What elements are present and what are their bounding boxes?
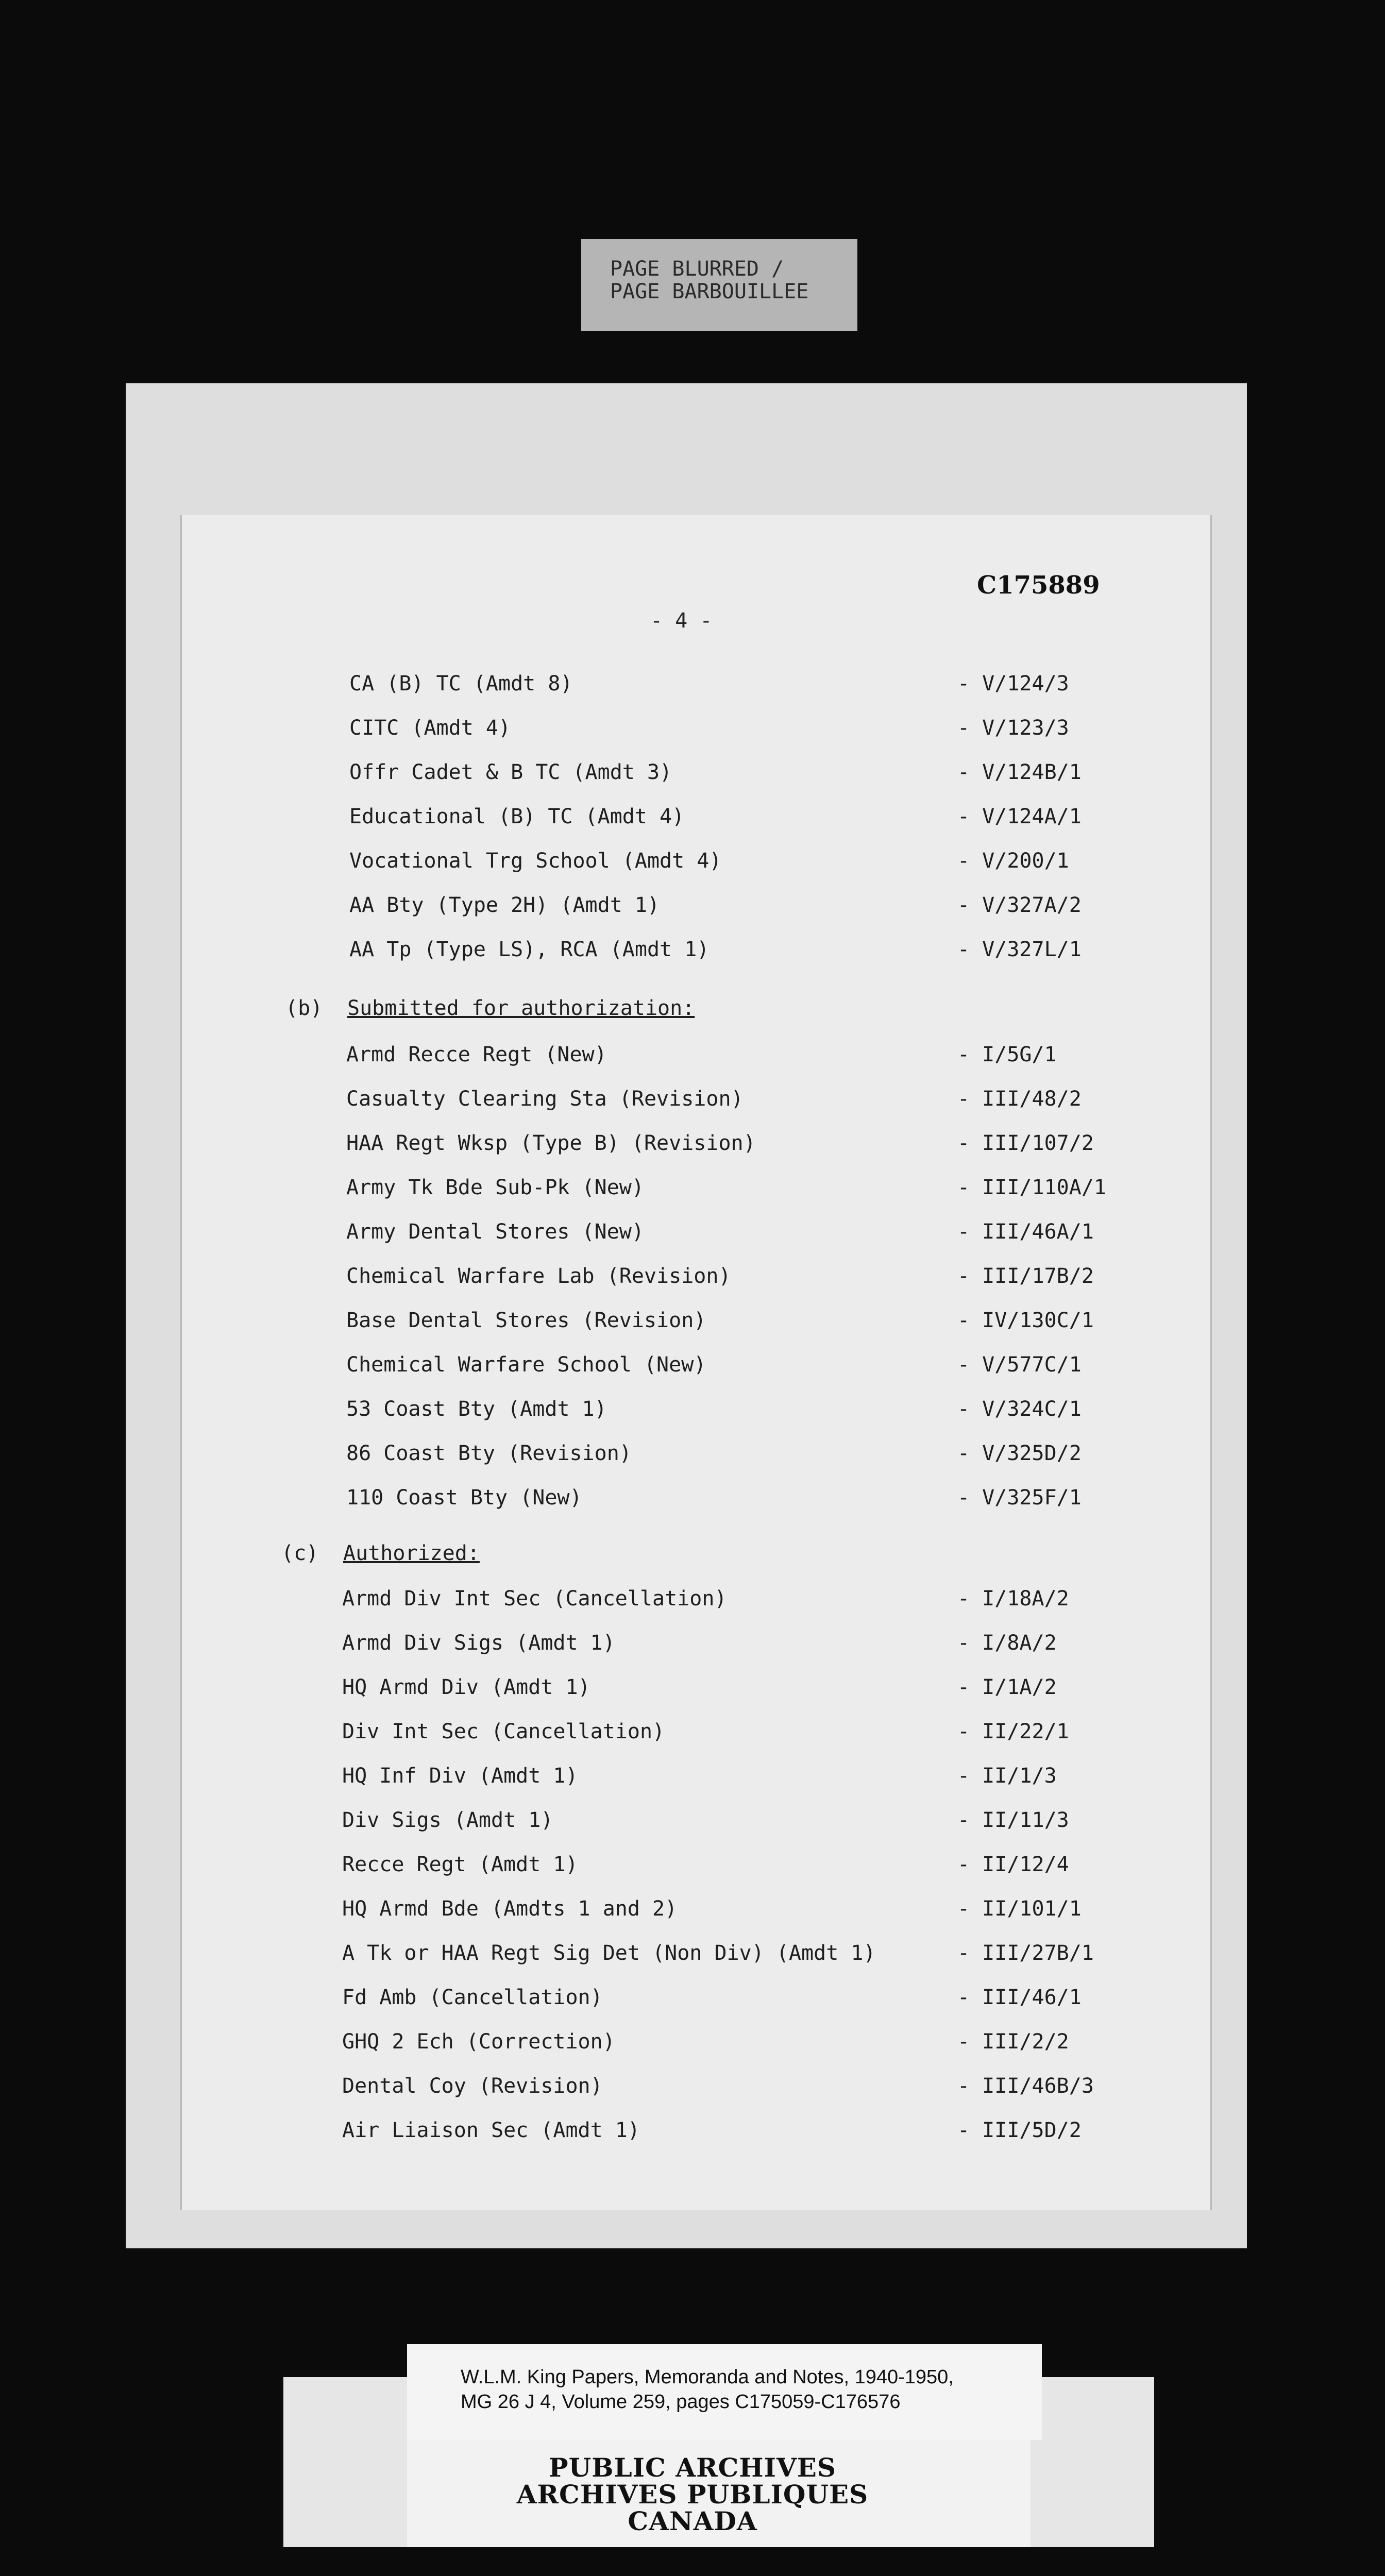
- item-label: Vocational Trg School (Amdt 4): [349, 849, 722, 873]
- item-code: - V/327L/1: [957, 938, 1082, 961]
- list-item: [0, 1353, 1385, 1384]
- item-code: - II/22/1: [957, 1720, 1069, 1743]
- list-item: [0, 1264, 1385, 1295]
- item-code: - III/27B/1: [957, 1941, 1094, 1965]
- item-label: Casualty Clearing Sta (Revision): [346, 1087, 744, 1111]
- item-label: CITC (Amdt 4): [349, 716, 511, 740]
- item-label: HQ Inf Div (Amdt 1): [342, 1764, 578, 1788]
- list-item: [0, 1808, 1385, 1839]
- item-code: - III/46B/3: [957, 2074, 1094, 2098]
- list-item: [0, 1309, 1385, 1340]
- item-code: - V/200/1: [957, 849, 1069, 873]
- list-item: [0, 760, 1385, 791]
- section-b-heading: [285, 996, 801, 1027]
- list-item: [0, 1631, 1385, 1662]
- item-code: - V/123/3: [957, 716, 1069, 740]
- item-code: - V/325F/1: [957, 1486, 1082, 1510]
- item-code: - I/1A/2: [957, 1675, 1057, 1699]
- list-item: [0, 1442, 1385, 1472]
- item-label: Fd Amb (Cancellation): [342, 1986, 603, 2009]
- list-item: [0, 1131, 1385, 1162]
- list-item: [0, 1397, 1385, 1428]
- item-code: - III/46A/1: [957, 1220, 1094, 1244]
- list-item: [0, 849, 1385, 880]
- list-item: [0, 1675, 1385, 1706]
- page-blurred-stamp: [581, 239, 857, 331]
- list-item: [0, 2030, 1385, 2061]
- item-label: Chemical Warfare Lab (Revision): [346, 1264, 731, 1288]
- list-item: [0, 1720, 1385, 1751]
- item-code: - II/101/1: [957, 1897, 1082, 1921]
- item-code: - V/324C/1: [957, 1397, 1082, 1421]
- item-code: - II/12/4: [957, 1853, 1069, 1876]
- item-code: - V/577C/1: [957, 1353, 1082, 1377]
- item-label: Armd Recce Regt (New): [346, 1043, 607, 1066]
- list-item: [0, 1486, 1385, 1517]
- stamp-line-1: PAGE BLURRED /: [610, 257, 784, 281]
- list-item: [0, 1941, 1385, 1972]
- list-item: [0, 716, 1385, 747]
- item-code: - III/110A/1: [957, 1176, 1106, 1199]
- item-code: - III/5D/2: [957, 2119, 1082, 2142]
- archive-citation: [407, 2344, 1042, 2440]
- item-label: Offr Cadet & B TC (Amdt 3): [349, 760, 672, 784]
- item-label: Armd Div Sigs (Amdt 1): [342, 1631, 615, 1655]
- list-item: [0, 1587, 1385, 1618]
- item-label: Armd Div Int Sec (Cancellation): [342, 1587, 727, 1611]
- item-label: HAA Regt Wksp (Type B) (Revision): [346, 1131, 756, 1155]
- archive-stamp-fr: ARCHIVES PUBLIQUES: [516, 2479, 869, 2510]
- item-code: - II/11/3: [957, 1808, 1069, 1832]
- item-label: Dental Coy (Revision): [342, 2074, 603, 2098]
- list-item: [0, 1220, 1385, 1251]
- list-item: [0, 805, 1385, 836]
- item-code: - I/8A/2: [957, 1631, 1057, 1655]
- item-label: 110 Coast Bty (New): [346, 1486, 582, 1510]
- item-code: - V/327A/2: [957, 893, 1082, 917]
- item-code: - III/2/2: [957, 2030, 1069, 2054]
- list-item: [0, 1897, 1385, 1928]
- item-code: - III/48/2: [957, 1087, 1082, 1111]
- item-code: - V/124A/1: [957, 805, 1082, 828]
- item-label: Army Tk Bde Sub-Pk (New): [346, 1176, 644, 1199]
- item-label: Div Sigs (Amdt 1): [342, 1808, 553, 1832]
- item-label: Div Int Sec (Cancellation): [342, 1720, 665, 1743]
- item-code: - III/107/2: [957, 1131, 1094, 1155]
- list-item: [0, 1853, 1385, 1884]
- item-code: - V/124B/1: [957, 760, 1082, 784]
- list-item: [0, 1176, 1385, 1207]
- section-title: Submitted for authorization:: [347, 996, 695, 1020]
- citation-line-1: W.L.M. King Papers, Memoranda and Notes, 1940-1950,: [461, 2366, 954, 2388]
- item-code: - V/124/3: [957, 672, 1069, 696]
- stamp-line-2: PAGE BARBOUILLEE: [610, 280, 809, 303]
- item-code: - V/325D/2: [957, 1442, 1082, 1465]
- item-code: - I/5G/1: [957, 1043, 1057, 1066]
- item-label: 53 Coast Bty (Amdt 1): [346, 1397, 607, 1421]
- document-id: C175889: [977, 571, 1100, 600]
- archive-stamp-en: PUBLIC ARCHIVES: [549, 2452, 836, 2483]
- list-item: [0, 1043, 1385, 1074]
- item-label: Base Dental Stores (Revision): [346, 1309, 706, 1332]
- page-number: - 4 -: [650, 609, 713, 633]
- section-title: Authorized:: [343, 1541, 480, 1565]
- item-label: HQ Armd Div (Amdt 1): [342, 1675, 590, 1699]
- citation-line-2: MG 26 J 4, Volume 259, pages C175059-C176576: [461, 2391, 901, 2413]
- section-c-heading: [281, 1541, 797, 1572]
- section-letter: (c): [281, 1541, 319, 1565]
- section-letter: (b): [285, 996, 323, 1020]
- item-code: - IV/130C/1: [957, 1309, 1094, 1332]
- item-label: Army Dental Stores (New): [346, 1220, 644, 1244]
- item-label: AA Bty (Type 2H) (Amdt 1): [349, 893, 660, 917]
- list-item: [0, 2074, 1385, 2105]
- item-code: - III/17B/2: [957, 1264, 1094, 1288]
- item-code: - II/1/3: [957, 1764, 1057, 1788]
- item-label: 86 Coast Bty (Revision): [346, 1442, 632, 1465]
- list-item: [0, 938, 1385, 969]
- item-label: A Tk or HAA Regt Sig Det (Non Div) (Amdt 1): [342, 1941, 876, 1965]
- archive-stamp-country: CANADA: [628, 2506, 757, 2536]
- item-code: - III/46/1: [957, 1986, 1082, 2009]
- item-label: Chemical Warfare School (New): [346, 1353, 706, 1377]
- item-label: Recce Regt (Amdt 1): [342, 1853, 578, 1876]
- item-label: Air Liaison Sec (Amdt 1): [342, 2119, 640, 2142]
- list-item: [0, 1087, 1385, 1118]
- item-label: HQ Armd Bde (Amdts 1 and 2): [342, 1897, 678, 1921]
- item-label: AA Tp (Type LS), RCA (Amdt 1): [349, 938, 710, 961]
- list-item: [0, 1764, 1385, 1795]
- list-item: [0, 1986, 1385, 2016]
- item-code: - I/18A/2: [957, 1587, 1069, 1611]
- item-label: GHQ 2 Ech (Correction): [342, 2030, 615, 2054]
- list-item: [0, 672, 1385, 703]
- list-item: [0, 893, 1385, 924]
- item-label: CA (B) TC (Amdt 8): [349, 672, 573, 696]
- list-item: [0, 2119, 1385, 2149]
- item-label: Educational (B) TC (Amdt 4): [349, 805, 685, 828]
